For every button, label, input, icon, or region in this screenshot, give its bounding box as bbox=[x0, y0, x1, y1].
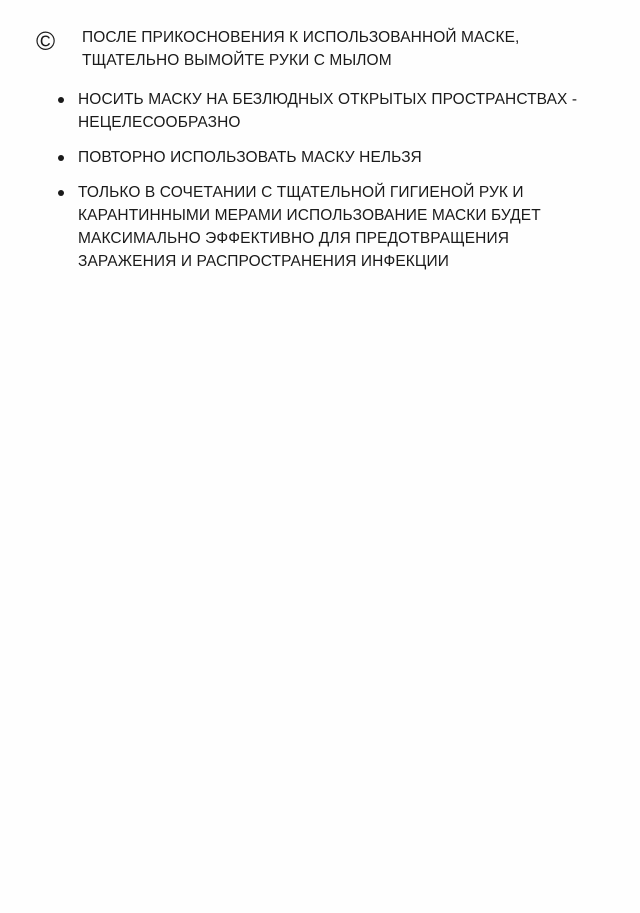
list-item-line: ТОЛЬКО В СОЧЕТАНИИ С ТЩАТЕЛЬНОЙ ГИГИЕНОЙ РУК И bbox=[78, 184, 524, 201]
bullet-icon bbox=[58, 155, 64, 161]
list-item bbox=[52, 88, 612, 134]
bullet-icon bbox=[58, 190, 64, 196]
list-item bbox=[52, 181, 612, 273]
intro-text bbox=[82, 26, 612, 72]
list-item-line: ПОВТОРНО ИСПОЛЬЗОВАТЬ МАСКУ НЕЛЬЗЯ bbox=[78, 149, 422, 166]
list-item-line: ЗАРАЖЕНИЯ И РАСПРОСТРАНЕНИЯ ИНФЕКЦИИ bbox=[78, 253, 449, 270]
list-item-line: НОСИТЬ МАСКУ НА БЕЗЛЮДНЫХ ОТКРЫТЫХ ПРОСТРАНСТВАХ - bbox=[78, 91, 578, 108]
list-item bbox=[52, 146, 612, 169]
bullet-list bbox=[52, 88, 612, 285]
list-item-line: КАРАНТИННЫМИ МЕРАМИ ИСПОЛЬЗОВАНИЕ МАСКИ БУДЕТ bbox=[78, 207, 541, 224]
bullet-icon bbox=[58, 97, 64, 103]
copyright-symbol-icon: © bbox=[36, 26, 56, 56]
list-item-line: НЕЦЕЛЕСООБРАЗНО bbox=[78, 114, 241, 131]
intro-line: ТЩАТЕЛЬНО ВЫМОЙТЕ РУКИ С МЫЛОМ bbox=[82, 52, 392, 69]
list-item-line: МАКСИМАЛЬНО ЭФФЕКТИВНО ДЛЯ ПРЕДОТВРАЩЕНИЯ bbox=[78, 230, 509, 247]
intro-line: ПОСЛЕ ПРИКОСНОВЕНИЯ К ИСПОЛЬЗОВАННОЙ МАСКЕ, bbox=[82, 29, 520, 46]
